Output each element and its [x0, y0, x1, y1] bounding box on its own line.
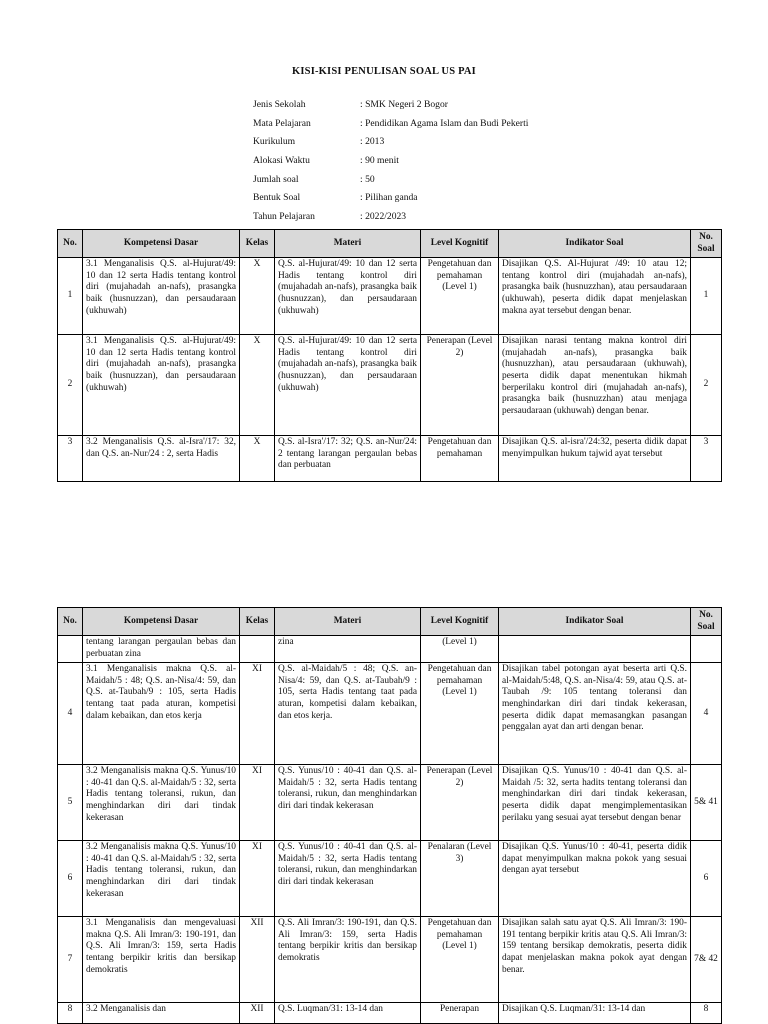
header-kompetensi-dasar: Kompetensi Dasar [83, 230, 240, 258]
header-materi: Materi [275, 608, 421, 636]
cell-materi: zina [275, 636, 421, 663]
meta-label: Alokasi Waktu [253, 155, 310, 167]
header-no: No. [58, 230, 83, 258]
cell-level-kognitif: Pengetahuan dan pemahaman (Level 1) [421, 258, 499, 335]
cell-indikator-soal: Disajikan salah satu ayat Q.S. Ali Imran/3: 190-191 tentang berpikir kritis atau Q.S. Ali Imran/3: 159 tentang bersikap demokratis, peserta didik dapat menjelaskan makna pokok ayat dengan benar. [499, 917, 691, 1003]
document-meta [253, 99, 528, 230]
cell-indikator-soal [499, 636, 691, 663]
cell-kompetensi-dasar: 3.2 Menganalisis makna Q.S. Yunus/10 : 40-41 dan Q.S. al-Maidah/5 : 32, serta Hadis tentang toleransi, rukun, dan menghindarkan diri dari tindak kekerasan [83, 841, 240, 917]
cell-no-soal: 3 [691, 436, 722, 482]
cell-kelas: XII [240, 1003, 275, 1024]
cell-level-kognitif: Pengetahuan dan pemahaman (Level 1) [421, 917, 499, 1003]
cell-level-kognitif: Penalaran (Level 3) [421, 841, 499, 917]
meta-value: : 2013 [360, 136, 385, 148]
meta-row [253, 211, 528, 230]
cell-no [58, 636, 83, 663]
meta-label: Jumlah soal [253, 173, 299, 185]
meta-value: : 2022/2023 [360, 211, 407, 223]
meta-label: Kurikulum [253, 136, 296, 148]
table-row [58, 258, 722, 335]
meta-row [253, 155, 528, 174]
cell-materi: Q.S. al-Isra'/17: 32; Q.S. an-Nur/24: 2 tentang larangan pergaulan bebas dan perbuatan [275, 436, 421, 482]
cell-kompetensi-dasar: tentang larangan pergaulan bebas dan perbuatan zina [83, 636, 240, 663]
header-kompetensi-dasar: Kompetensi Dasar [83, 608, 240, 636]
meta-label: Tahun Pelajaran [253, 211, 315, 223]
table-header-row [58, 230, 722, 258]
cell-indikator-soal: Disajikan Q.S. Yunus/10 : 40-41, peserta didik dapat menyimpulkan makna pokok yang sesuai dengan ayat tersebut [499, 841, 691, 917]
cell-indikator-soal: Disajikan tabel potongan ayat beserta arti Q.S. al-Maidah/5:48, Q.S. an-Nisa/4: 59, atau Q.S. at-Taubah /9: 105 tentang toleransi dan menghindarkan diri dari tindak kekerasan, peserta didik dapat memasangkan pasangan penggalan ayat dan arti dengan benar. [499, 663, 691, 765]
table-header-row [58, 608, 722, 636]
meta-value: : 50 [360, 173, 375, 185]
cell-no-soal: 4 [691, 663, 722, 765]
table-row [58, 1003, 722, 1024]
cell-kelas: X [240, 436, 275, 482]
header-no-soal: No. Soal [691, 230, 722, 258]
cell-materi: Q.S. Luqman/31: 13-14 dan [275, 1003, 421, 1024]
cell-level-kognitif: Pengetahuan dan pemahaman [421, 436, 499, 482]
meta-value: : Pilihan ganda [360, 192, 418, 204]
cell-indikator-soal: Disajikan Q.S. Al-Hujurat /49: 10 atau 12; tentang kontrol diri (mujahadah an-nafs), prasangka baik (husnuzzhan), atau persaudaraan (ukhuwah), peserta didik dapat menjelaskan makna ayat tersebut dengan benar. [499, 258, 691, 335]
meta-value: : 90 menit [360, 155, 399, 167]
cell-no: 3 [58, 436, 83, 482]
table-row [58, 765, 722, 841]
cell-level-kognitif: Penerapan (Level 2) [421, 765, 499, 841]
header-no: No. [58, 608, 83, 636]
header-no-soal: No. Soal [691, 608, 722, 636]
cell-kompetensi-dasar: 3.1 Menganalisis Q.S. al-Hujurat/49: 10 dan 12 serta Hadis tentang kontrol diri (mujahadah an-nafs), prasangka baik (husnuzzan), dan persaudaraan (ukhuwah) [83, 258, 240, 335]
cell-materi: Q.S. Ali Imran/3: 190-191, dan Q.S. Ali Imran/3: 159, serta Hadis tentang berpikir kritis dan bersikap demokratis [275, 917, 421, 1003]
table-row [58, 841, 722, 917]
cell-no-soal [691, 636, 722, 663]
cell-kompetensi-dasar: 3.2 Menganalisis makna Q.S. Yunus/10 : 40-41 dan Q.S. al-Maidah/5 : 32, serta Hadis tentang toleransi, rukun, dan menghindarkan diri dari tindak kekerasan [83, 765, 240, 841]
header-kelas: Kelas [240, 230, 275, 258]
cell-kelas: XI [240, 663, 275, 765]
cell-kompetensi-dasar: 3.1 Menganalisis makna Q.S. al-Maidah/5 : 48; Q.S. an-Nisa/4: 59, dan Q.S. at-Taubah/9 : 105, serta Hadis tentang taat pada aturan, kompetisi dalam kebaikan, dan etos kerja [83, 663, 240, 765]
cell-no: 1 [58, 258, 83, 335]
header-kelas: Kelas [240, 608, 275, 636]
cell-no: 6 [58, 841, 83, 917]
table-row [58, 917, 722, 1003]
cell-no: 2 [58, 335, 83, 436]
meta-row [253, 136, 528, 155]
kisi-kisi-table-page-1 [57, 229, 722, 482]
cell-no: 5 [58, 765, 83, 841]
cell-no-soal: 8 [691, 1003, 722, 1024]
cell-no: 7 [58, 917, 83, 1003]
meta-value: : Pendidikan Agama Islam dan Budi Pekerti [360, 117, 529, 129]
cell-kelas [240, 636, 275, 663]
table-row [58, 436, 722, 482]
table-row [58, 335, 722, 436]
cell-kelas: X [240, 258, 275, 335]
meta-row [253, 99, 528, 118]
header-level-kognitif: Level Kognitif [421, 608, 499, 636]
meta-label: Mata Pelajaran [253, 117, 311, 129]
cell-no-soal: 6 [691, 841, 722, 917]
cell-level-kognitif: Penerapan (Level 2) [421, 335, 499, 436]
cell-no: 4 [58, 663, 83, 765]
cell-no-soal: 2 [691, 335, 722, 436]
header-indikator-soal: Indikator Soal [499, 230, 691, 258]
cell-kelas: XI [240, 841, 275, 917]
meta-row [253, 118, 528, 137]
cell-level-kognitif: Pengetahuan dan pemahaman (Level 1) [421, 663, 499, 765]
cell-no-soal: 5& 41 [691, 765, 722, 841]
kisi-kisi-table-page-2 [57, 607, 722, 1024]
cell-kelas: XI [240, 765, 275, 841]
cell-materi: Q.S. al-Maidah/5 : 48; Q.S. an-Nisa/4: 59, dan Q.S. at-Taubah/9 : 105, serta Hadis tentang taat pada aturan, kompetisi dalam kebaikan, dan etos kerja. [275, 663, 421, 765]
meta-label: Bentuk Soal [253, 192, 301, 204]
cell-indikator-soal: Disajikan Q.S. Yunus/10 : 40-41 dan Q.S. al-Maidah /5: 32, serta hadits tentang toleransi dan menghindarkan diri dari tindak kekerasan, peserta didik dapat mengimplementasikan perilaku yang sesuai ayat tersebut dengan benar [499, 765, 691, 841]
meta-row [253, 192, 528, 211]
cell-kelas: X [240, 335, 275, 436]
cell-kompetensi-dasar: 3.2 Menganalisis dan [83, 1003, 240, 1024]
cell-no-soal: 7& 42 [691, 917, 722, 1003]
page-title: KISI-KISI PENULISAN SOAL US PAI [292, 66, 476, 77]
cell-indikator-soal: Disajikan Q.S. al-isra'/24:32, peserta didik dapat menyimpulkan hukum tajwid ayat tersebut [499, 436, 691, 482]
header-indikator-soal: Indikator Soal [499, 608, 691, 636]
meta-row [253, 174, 528, 193]
table-row [58, 663, 722, 765]
cell-level-kognitif: Penerapan [421, 1003, 499, 1024]
header-level-kognitif: Level Kognitif [421, 230, 499, 258]
cell-kompetensi-dasar: 3.1 Menganalisis Q.S. al-Hujurat/49: 10 dan 12 serta Hadis tentang kontrol diri (mujahadah an-nafs), prasangka baik (husnuzzan), dan persaudaraan (ukhuwah) [83, 335, 240, 436]
cell-materi: Q.S. al-Hujurat/49: 10 dan 12 serta Hadis tentang kontrol diri (mujahadah an-nafs), prasangka baik (husnuzzan), dan persaudaraan (ukhuwah) [275, 258, 421, 335]
cell-materi: Q.S. Yunus/10 : 40-41 dan Q.S. al-Maidah/5 : 32, serta Hadis tentang toleransi, rukun, dan menghindarkan diri dari tindak kekerasan [275, 765, 421, 841]
cell-materi: Q.S. al-Hujurat/49: 10 dan 12 serta Hadis tentang kontrol diri (mujahadah an-nafs), prasangka baik (husnuzzan), dan persaudaraan (ukhuwah) [275, 335, 421, 436]
meta-value: : SMK Negeri 2 Bogor [360, 99, 448, 110]
header-materi: Materi [275, 230, 421, 258]
cell-kompetensi-dasar: 3.1 Menganalisis dan mengevaluasi makna Q.S. Ali Imran/3: 190-191, dan Q.S. Ali Imran/3: 159, serta Hadis tentang berpikir kritis dan bersikap demokratis [83, 917, 240, 1003]
cell-kelas: XII [240, 917, 275, 1003]
cell-indikator-soal: Disajikan narasi tentang makna kontrol diri (mujahadah an-nafs), prasangka baik (husnuzzhan), atau persaudaraan (ukhuwah), peserta didik dapat menentukan hikmah berperilaku kontrol diri (mujahadah an-nafs), prasangka baik (husnuzzhan) atau menjaga persaudaraan (ukhuwah) dengan benar. [499, 335, 691, 436]
cell-no: 8 [58, 1003, 83, 1024]
meta-label: Jenis Sekolah [253, 99, 306, 110]
cell-indikator-soal: Disajikan Q.S. Luqman/31: 13-14 dan [499, 1003, 691, 1024]
cell-materi: Q.S. Yunus/10 : 40-41 dan Q.S. al-Maidah/5 : 32, serta Hadis tentang toleransi, rukun, dan menghindarkan diri dari tindak kekerasan [275, 841, 421, 917]
cell-no-soal: 1 [691, 258, 722, 335]
cell-level-kognitif: (Level 1) [421, 636, 499, 663]
cell-kompetensi-dasar: 3.2 Menganalisis Q.S. al-Isra'/17: 32, dan Q.S. an-Nur/24 : 2, serta Hadis [83, 436, 240, 482]
table-row [58, 636, 722, 663]
